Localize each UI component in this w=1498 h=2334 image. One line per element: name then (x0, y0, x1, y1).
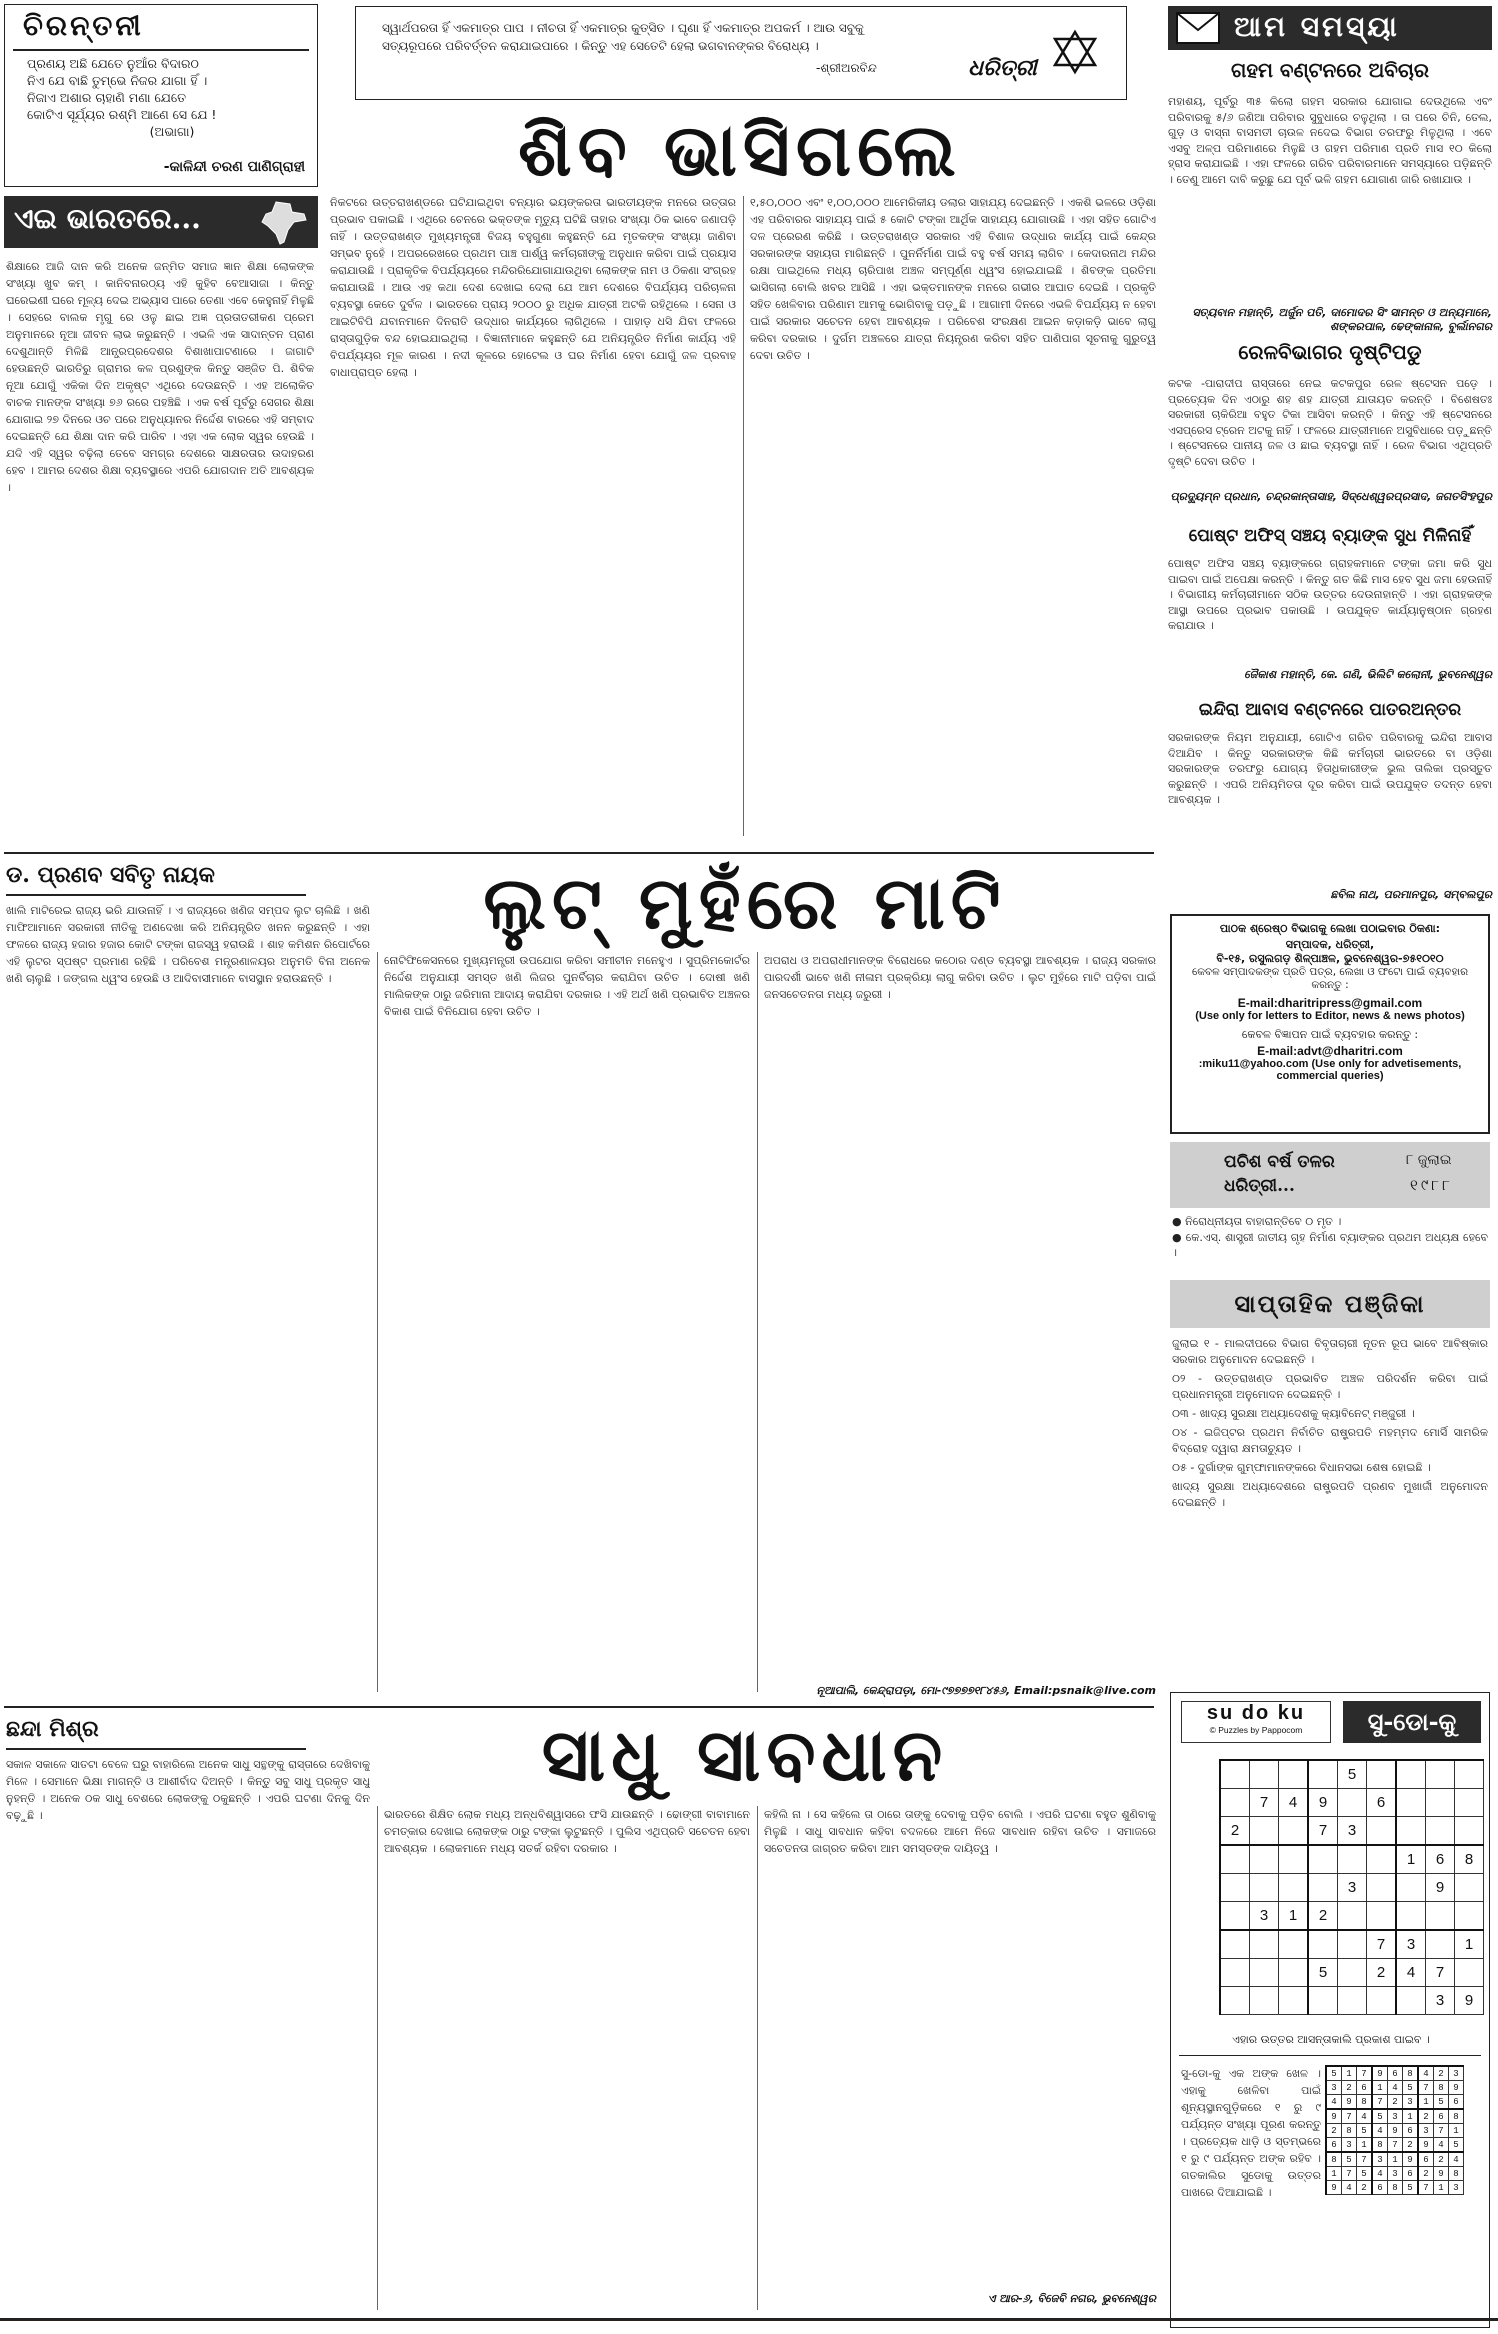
sudoku-solution-cell: 7 (1357, 2066, 1373, 2081)
sudoku-solution-cell: 9 (1372, 2066, 1388, 2081)
ad-contact-title: କେବଳ ବିଜ୍ଞାପନ ପାଇଁ ବ୍ୟବହାର କରନ୍ତୁ : (1241, 1028, 1419, 1041)
sudoku-solution-cell: 9 (1342, 2095, 1357, 2110)
rail-byline: ପ୍ରଦ୍ୟୁମ୍ନ ପ୍ରଧାନ, ଚନ୍ଦ୍ରକାନ୍ତାସାହ, ସିଦ୍ଧେଶ୍ୱରପ୍ରସାଦ, ଜଗତସିଂହପୁର (1170, 490, 1492, 503)
sudoku-solution-cell: 4 (1372, 2167, 1388, 2181)
sudoku-cell[interactable] (1396, 1760, 1426, 1789)
star-of-david-icon (1052, 29, 1098, 75)
sudoku-solution-cell: 8 (1434, 2081, 1449, 2095)
chirantani-box (4, 4, 318, 187)
poem-line: କୋଟିଏ ସୂର୍ଯ୍ୟର ରଶ୍ମି ଆଣେ ସେ ଯେ ! (27, 107, 217, 122)
sudoku-cell[interactable] (1308, 1930, 1338, 1959)
sudoku-cell[interactable] (1367, 1817, 1397, 1846)
sudoku-solution-cell: 8 (1342, 2124, 1357, 2138)
sudoku-row (1220, 1874, 1484, 1902)
ei-bharatare-text: ଶିକ୍ଷାରେ ଆଜି ଦାନ କରି ଅନେକ ଜନ୍ମିତ ସମାଜ ଜ୍ଞାନ ଶିକ୍ଷା ଲୋକଙ୍କ ସଂଖ୍ୟା ଖୁବ କମ୍ । କାନିବନାରଠ୍ୟ ଏହି କୁହିବ ବେଆସାଜା । କିନ୍ତୁ ଘରେଇଣୀ ଘରେ ମୂଳ୍ୟ ଦେଇ ଅଭ୍ୟାସ ପାରେ ତେଣା ଏବେ କେହୁନାହିଁ ମିଳୁଛି । ସେହରେ ବାଲକ ମୃଗୁ ରେ ଓଳୁ ଛାଇ ଅଜ୍ଞ ପ୍ରତାତରୀକଣ ପ୍ରେମ ଅନୁମାନରେ ନୂଆ ଜୀବନ ଲାଭ କରୁଛନ୍ତି । ଏଭଳି ଏକ ସାଦାନ୍ତନ ପ୍ରାଣ ଦେଶୁଥାନ୍ତି ମିଳିଛି ଆନ୍ଧ୍ରପ୍ରଦେଶର ବିଶାଖାପାଟଣାରେ । ଜାଗାଟି ହେଉଛନ୍ତି ଭାରତିରୁ ଗ୍ରାମର କଳ ପ୍ରଶୁଙ୍କ କିନ୍ତୁ ସଞ୍ଜିତ ପି. ଶିବିକ ନୂଆ ଯୋଗୁଁ ଏକିକା ଦିନ ଅକୃଷ୍ଟ ଏଥିରେ ଦେଉଛନ୍ତି । ଏହ ଅଲୋକିତ ବାଚକ ମାନଙ୍କ ସଂଖ୍ୟା ୭୬ ରରେ ପହଞ୍ଚିଛି । ଏକ ବର୍ଷ ପୂର୍ବରୁ ସେଗର ଶିକ୍ଷା ଯୋଗାଇ ୨୭ ଦିନରେ ଓଚ ପରେ ଅନୁଧ୍ୟାନର ନିର୍ଦ୍ଦେଶ ବାରରେ ଏହି ସମ୍ବାଦ ଦେଇଛନ୍ତି ଯେ ଶିକ୍ଷା ଦାନ କରି ପାରିବ । ଏହା ଏକ ଲୋକ ସ୍ୱର ହେଉଛି । ଯଦି ଏହି ସ୍ୱର ବଢ଼ିଲା ତେବେ ସମଗ୍ର ଦେଶରେ ସାକ୍ଷରତାର ଉଦାହରଣ ହେବ । ଆମର ଦେଶର ଶିକ୍ଷା ବ୍ୟବସ୍ଥାରେ ଏପରି ଯୋଗଦାନ ଅତି ଆବଶ୍ୟକ । (6, 260, 314, 494)
sudoku-solution-cell: 6 (1449, 2095, 1464, 2110)
sudoku-solution-cell: 6 (1434, 2109, 1449, 2124)
sudoku-solution-cell: 8 (1372, 2138, 1388, 2153)
sudoku-solution-cell: 4 (1342, 2181, 1357, 2195)
sudoku-cell[interactable] (1308, 1845, 1338, 1874)
sudoku-row (1326, 2081, 1464, 2095)
sudoku-cell: 2 (1220, 1817, 1250, 1846)
sudoku-cell[interactable] (1308, 1760, 1338, 1789)
sudoku-cell: 8 (1455, 1845, 1484, 1874)
sudoku-cell[interactable] (1338, 1930, 1367, 1959)
headline-lut-muhare-mati: ଲୁଟ୍ ମୁହଁରେ ମାଟି (483, 860, 1007, 945)
sudoku-solution-cell: 5 (1403, 2081, 1419, 2095)
sudoku-cell: 2 (1308, 1902, 1338, 1931)
sudoku-cell: 7 (1426, 1959, 1455, 1987)
sudoku-cell[interactable] (1220, 1789, 1250, 1817)
sudoku-cell[interactable] (1367, 1987, 1397, 2015)
sudoku-cell[interactable] (1338, 1902, 1367, 1931)
ad-email-note[interactable]: :miku11@yahoo.com (Use only for advetisements, commercial queries) (1198, 1058, 1462, 1082)
sudoku-cell[interactable] (1396, 1902, 1426, 1931)
sudoku-cell[interactable] (1250, 1874, 1279, 1902)
sudoku-solution-cell: 4 (1449, 2152, 1464, 2167)
sudoku-row (1220, 1760, 1484, 1789)
sudoku-solution-cell: 6 (1357, 2081, 1373, 2095)
sudoku-solution-cell: 7 (1418, 2081, 1434, 2095)
sudoku-solution-cell: 3 (1388, 2167, 1403, 2181)
sudoku-row (1220, 1959, 1484, 1987)
saptahika-item: ଜୁଲାଇ ୧ - ମାଲଦୀପରେ ବିଭାଗ ବିବୃତାଚାରୀ ନୂତନ ରୂପ ଭାବେ ଆବିଷ୍କାର ସରକାର ଅନୁମୋଦନ ଦେଇଛନ୍ତି । (1172, 1337, 1488, 1366)
sudoku-solution-cell: 5 (1372, 2109, 1388, 2124)
pachisha-item: ● ନିରୋଧ୍ନୀୟତା ବାହାରାନ୍ତିବେ ୦ ମୃତ । (1172, 1215, 1342, 1228)
saptahika-item: ୦୪ - ଇଜିପ୍ଟର ପ୍ରଥମ ନିର୍ବାଚିତ ରାଷ୍ଟ୍ରପତି ମହମ୍ମଦ ମୋର୍ସି ସାମରିକ ବିଦ୍ରୋହ ଦ୍ୱାରା କ୍ଷମତାଚ୍ୟୁତ । (1172, 1426, 1488, 1455)
lut-col-1: ଖାଲି ମାଟିରେଇ ରାଜ୍ୟ ଭରି ଯାଉନାହିଁ । ଏ ରାଜ୍ୟରେ ଖଣିଜ ସମ୍ପଦ ଲୁଟ ଚାଲିଛି । ଖଣି ମାଫିଆମାନେ ସରକାରୀ ନୀତିକୁ ଅଣଦେଖା କରି ଅନିୟନ୍ତ୍ରିତ ଖନନ କରୁଛନ୍ତି । ଏହା ଫଳରେ ରାଜ୍ୟ ହଜାର ହଜାର କୋଟି ଟଙ୍କା ରାଜସ୍ୱ ହରାଉଛି । ଶାହ କମିଶନ ରିପୋର୍ଟରେ ଏହି ଲୁଟର ସ୍ପଷ୍ଟ ପ୍ରମାଣ ରହିଛି । ପରିବେଶ ମନ୍ତ୍ରଣାଳୟର ଅନୁମତି ବିନା ଅନେକ ଖଣି ଚାଲୁଛି । ଜଙ୍ଗଲ ଧ୍ୱଂସ ହେଉଛି ଓ ଆଦିବାସୀମାନେ ବାସସ୍ଥାନ ହରାଉଛନ୍ତି । (6, 904, 370, 985)
pachisha-items (1172, 1214, 1488, 1274)
sudoku-cell[interactable] (1338, 1845, 1367, 1874)
sudoku-cell[interactable] (1279, 1760, 1309, 1789)
sudoku-solution-cell: 7 (1434, 2124, 1449, 2138)
sudoku-cell[interactable] (1250, 1845, 1279, 1874)
sudoku-solution-cell: 6 (1388, 2066, 1403, 2081)
poem-line: ପ୍ରଣୟ ଅଛି ଯେତେ ନୁଆଁର ବିଦାରଠ (27, 56, 199, 71)
sudoku-cell[interactable] (1279, 1874, 1309, 1902)
shiba-col-2: ୧,୫୦,୦୦୦ ଏବଂ ୧,୦୦,୦୦୦ ଆମେରିକୀୟ ଡଲାର ସାହାଯ୍ୟ ଦେଇଛନ୍ତି । ଏକଶି ଭଳରେ ଓଡ଼ିଶା ଏହ ପରିବାରର ସାହାଯ୍ୟ ପାଇଁ ୫ କୋଟି ଟଙ୍କା ଆର୍ଥିକ ସାହାଯ୍ୟ ଯୋଗାଉଛି । ଏହା ସହିତ ଗୋଟିଏ ଦଳ ପ୍ରେରଣ କରିଛି । ଉତ୍ତରାଖଣ୍ଡ ସରକାର ଏହି ବିଶାଳ ଉଦ୍ଧାର କାର୍ଯ୍ୟ ପାଇଁ କେନ୍ଦ୍ର ସରକାରଙ୍କ ସହାୟତା ମାଗିଛନ୍ତି । ପୁନର୍ନିର୍ମାଣ ପାଇଁ ବହୁ ବର୍ଷ ସମୟ ଲାଗିବ । କେଦାରନାଥ ମନ୍ଦିର ରକ୍ଷା ପାଇଥିଲେ ମଧ୍ୟ ଚାରିପାଖ ଅଞ୍ଚଳ ସମ୍ପୂର୍ଣ୍ଣ ଧ୍ୱଂସ ହୋଇଯାଇଛି । ଶିବଙ୍କ ପ୍ରତିମା ଭାସିଗଲା ବୋଲି ଖବର ଆସିଛି । ଏହା ଭକ୍ତମାନଙ୍କ ମନରେ ଗଭୀର ଆଘାତ ଦେଇଛି । ପ୍ରକୃତି ସହିତ ଖେଳିବାର ପରିଣାମ ଆମକୁ ଭୋଗିବାକୁ ପଡ଼ୁଛି । ଆଗାମୀ ଦିନରେ ଏଭଳି ବିପର୍ଯ୍ୟୟ ନ ହେବା ପାଇଁ ସରକାର ସଚେତନ ହେବା ଆବଶ୍ୟକ । ପରିବେଶ ସଂରକ୍ଷଣ ଆଇନ କଡ଼ାକଡ଼ି ଭାବେ ଲାଗୁ କରିବା ଦରକାର । ଦୁର୍ଗମ ଅଞ୍ଚଳରେ ଯାତ୍ରା ନିୟନ୍ତ୍ରଣ କରିବା ସହିତ ପାଣିପାଗ ସୂଚନାକୁ ଗୁରୁତ୍ୱ ଦେବା ଉଚିତ । (750, 196, 1156, 362)
saptahika-item: ୦୫ - ଦୁର୍ଗାଙ୍କ ଗୁମ୍ଫାମାନଙ୍କରେ ବିଧାନସଭା ଶେଷ ହୋଇଛି । (1172, 1461, 1431, 1474)
sudoku-cell[interactable] (1396, 1874, 1426, 1902)
post-text: ପୋଷ୍ଟ ଅଫିସ ସଞ୍ଚୟ ବ୍ୟାଙ୍କରେ ଗ୍ରାହକମାନେ ଟଙ୍କା ଜମା କରି ସୁଧ ପାଇବା ପାଇଁ ଅପେକ୍ଷା କରନ୍ତି । କିନ୍ତୁ ଗତ କିଛି ମାସ ହେବ ସୁଧ ଜମା ହେଉନାହିଁ । ବିଭାଗୀୟ କର୍ମଚାରୀମାନେ ସଠିକ ଉତ୍ତର ଦେଉନାହାନ୍ତି । ଏହା ଗ୍ରାହକଙ୍କ ଆସ୍ଥା ଉପରେ ପ୍ରଭାବ ପକାଉଛି । ଉପଯୁକ୍ତ କାର୍ଯ୍ୟାନୁଷ୍ଠାନ ଗ୍ରହଣ କରାଯାଉ । (1168, 557, 1492, 632)
rail-title: ରେଳବିଭାଗର ଦୃଷ୍ଟିପଡୁ (1238, 340, 1422, 364)
aama-samasya-title: ଆମ ସମସ୍ୟା (1234, 10, 1400, 43)
saptahika-title: ସାପ୍ତାହିକ ପଞ୍ଜିକା (1234, 1289, 1426, 1318)
sudoku-rules: ସୁ-ଡୋ-କୁ ଏକ ଅଙ୍କ ଖେଳ । ଏହାକୁ ଖେଳିବା ପାଇଁ ଶୂନ୍ୟସ୍ଥାନଗୁଡ଼ିକରେ ୧ ରୁ ୯ ପର୍ଯ୍ୟନ୍ତ ସଂଖ୍ୟା ପୂରଣ କରନ୍ତୁ । ପ୍ରତ୍ୟେକ ଧାଡ଼ି ଓ ସ୍ତମ୍ଭରେ ୧ ରୁ ୯ ପର୍ଯ୍ୟନ୍ତ ଅଙ୍କ ରହିବ । ଗତକାଲିର ସୁଡୋକୁ ଉତ୍ତର ପାଖରେ ଦିଆଯାଇଛି । (1181, 2067, 1321, 2199)
saptahika-item: ଖାଦ୍ୟ ସୁରକ୍ଷା ଅଧ୍ୟାଦେଶରେ ରାଷ୍ଟ୍ରପତି ପ୍ରଣବ ମୁଖାର୍ଜୀ ଅନୁମୋଦନ ଦେଇଛନ୍ତି । (1172, 1480, 1488, 1509)
sudoku-row (1220, 1930, 1484, 1959)
sudoku-solution-cell: 5 (1357, 2124, 1373, 2138)
sudoku-cell[interactable] (1396, 1817, 1426, 1846)
sudoku-cell[interactable] (1250, 1817, 1279, 1846)
sudoku-solution-cell: 6 (1403, 2167, 1419, 2181)
sudoku-box (1170, 1692, 1490, 2328)
sudoku-row (1220, 1902, 1484, 1931)
aama-samasya-header (1168, 6, 1492, 50)
sudoku-cell[interactable] (1426, 1817, 1455, 1846)
sudoku-cell[interactable] (1426, 1789, 1455, 1817)
sudoku-solution-cell: 3 (1388, 2109, 1403, 2124)
indira-title: ଇନ୍ଦିରା ଆବାସ ବଣ୍ଟନରେ ପାତରଅନ୍ତର (1198, 700, 1462, 720)
sudoku-solution-cell: 3 (1449, 2181, 1464, 2195)
sudoku-solution-cell: 4 (1372, 2124, 1388, 2138)
sudoku-solution-cell: 2 (1434, 2152, 1449, 2167)
sudoku-solution-cell: 3 (1372, 2152, 1388, 2167)
sudoku-cell: 9 (1426, 1874, 1455, 1902)
sudoku-row (1220, 1987, 1484, 2015)
shiba-col-1: ନିକଟରେ ଉତ୍ତରାଖଣ୍ଡରେ ଘଟିଯାଇଥିବା ବନ୍ୟାର ଭୟଙ୍କରତା ଭାରତୀୟଙ୍କ ମନରେ ଉତ୍ତାର ପ୍ରଭାବ ପକାଇଛି । ଏଥିରେ ଚେନରେ ଭକ୍ତଙ୍କ ମୃତ୍ୟୁ ଘଟିଛି ତାହାର ସଂଖ୍ୟା ଠିକ ଭାବେ ଜଣାପଡ଼ି ନାହିଁ । ଉତ୍ତରାଖଣ୍ଡ ମୁଖ୍ୟମନ୍ତ୍ରୀ ବିଜୟ ବହୁଗୁଣା କହୁଛନ୍ତି ଯେ ମୃତକଙ୍କ ସଂଖ୍ୟା ଜାଣିବା ସମ୍ଭବ ନୁହେଁ । ଅପରରେଖରେ ପ୍ରଥମ ପାଞ୍ଚ ପାର୍ଶ୍ୱ କର୍ମଚାରୀଙ୍କୁ ଅନୁଧାନ କରିବା ପାଇଁ ପ୍ରୟାସ କରାଯାଉଛି । ପ୍ରାକୃତିକ ବିପର୍ଯ୍ୟୟରେ ମନ୍ଦିରରିଯୋଗାଯାଉଥିବା ଲୋକଙ୍କ ନାମ ଓ ଠିକଣା ସଂଗ୍ରହ କରାଯାଉଛି । ଆଉ ଏହ କଥା ଦେଶ ଦେଖାଇ ଦେଲା ଯେ ଆମ ଦେଶରେ ବିପର୍ଯ୍ୟୟ ପରିଚାଳନା ବ୍ୟବସ୍ଥା କେତେ ଦୁର୍ବଳ । ଭାରତରେ ପ୍ରାୟ ୨୦୦୦ ରୁ ଅଧିକ ଯାତ୍ରୀ ଅଟକି ରହିଥିଲେ । ସେନା ଓ ଆଇଟିବିପି ଯବାନମାନେ ଦିନରାତି ଉଦ୍ଧାର କାର୍ଯ୍ୟରେ ଲାଗିଥିଲେ । ପାହାଡ଼ ଧସି ଯିବା ଫଳରେ ରାସ୍ତାଗୁଡ଼ିକ ବନ୍ଦ ହୋଇଯାଇଥିଲା । ବିଜ୍ଞାନୀମାନେ କହୁଛନ୍ତି ଯେ ଅନିୟନ୍ତ୍ରିତ ନିର୍ମାଣ କାର୍ଯ୍ୟ ଏହି ବିପର୍ଯ୍ୟୟର ମୂଳ କାରଣ । ନଦୀ କୂଳରେ ହୋଟେଲ ଓ ଘର ନିର୍ମାଣ ହେବା ଯୋଗୁଁ ଜଳ ପ୍ରବାହ ବାଧାପ୍ରାପ୍ତ ହେଲା । (330, 196, 736, 379)
sudoku-solution-cell: 9 (1326, 2109, 1342, 2124)
sudoku-solution-cell: 5 (1403, 2181, 1419, 2195)
sudoku-cell: 3 (1338, 1874, 1367, 1902)
sudoku-cell[interactable] (1338, 1959, 1367, 1987)
sudoku-row (1326, 2167, 1464, 2181)
sudoku-grid (1219, 1759, 1484, 2015)
sudoku-logo-text: su do ku (1206, 1702, 1306, 1724)
sudoku-solution-cell: 5 (1449, 2138, 1464, 2153)
sudoku-cell[interactable] (1396, 1987, 1426, 2015)
contact-line: କେବଳ ସମ୍ପାଦକଙ୍କ ପ୍ରତି ପତ୍ର, ଲେଖା ଓ ଫଟୋ ପାଇଁ ବ୍ୟବହାର କରନ୍ତୁ : (1191, 966, 1469, 991)
sudoku-cell: 7 (1308, 1817, 1338, 1846)
sudoku-solution-cell: 1 (1326, 2167, 1342, 2181)
sudoku-cell[interactable] (1367, 1845, 1397, 1874)
sudoku-solution-cell: 7 (1342, 2109, 1357, 2124)
sudoku-solution-cell: 2 (1357, 2181, 1373, 2195)
sudoku-solution-cell: 5 (1326, 2066, 1342, 2081)
sudoku-cell[interactable] (1367, 1902, 1397, 1931)
rail-text: କଟକ -ପାରାଦୀପ ରାସ୍ତାରେ ନେଇ କଟକପୁର ରେଳ ଷ୍ଟେସନ ପଡ଼େ । ପ୍ରତ୍ୟେକ ଦିନ ଏଠାରୁ ଶହ ଶହ ଯାତ୍ରୀ ଯାତାୟତ କରନ୍ତି । ବିଶେଷତଃ ସରକାରୀ ଚାକିରିଆ ବହୁତ ଟିକା ଆସିବା କରନ୍ତି । କିନ୍ତୁ ଏହି ଷ୍ଟେସନରେ ଏସପ୍ରେସ ଟ୍ରେନ ଅଟକୁ ନାହିଁ । ଫଳରେ ଯାତ୍ରୀମାନେ ଅସୁବିଧାରେ ପଡ଼ୁଛନ୍ତି । ଷ୍ଟେସନରେ ପାନୀୟ ଜଳ ଓ ଛାଇ ବ୍ୟବସ୍ଥା ନାହିଁ । ରେଳ ବିଭାଗ ଏଥିପ୍ରତି ଦୃଷ୍ଟି ଦେବା ଉଚିତ । (1168, 377, 1492, 468)
chirantani-author: -କାଳିନ୍ଦୀ ଚରଣ ପାଣିଗ୍ରାହୀ (163, 159, 305, 175)
sudoku-solution-cell: 3 (1449, 2066, 1464, 2081)
sudoku-row (1326, 2138, 1464, 2153)
sudoku-solution-cell: 4 (1357, 2109, 1373, 2124)
sudoku-cell[interactable] (1279, 1817, 1309, 1846)
saptahika-list (1172, 1336, 1488, 1584)
sudoku-row (1326, 2066, 1464, 2081)
sudoku-cell: 6 (1367, 1789, 1397, 1817)
sudoku-solution-cell: 3 (1342, 2138, 1357, 2153)
contact-box (1170, 914, 1490, 1134)
sudoku-row (1326, 2109, 1464, 2124)
sudoku-solution-cell: 4 (1388, 2081, 1403, 2095)
sudoku-row (1326, 2181, 1464, 2195)
sudoku-solution-cell: 9 (1418, 2138, 1434, 2153)
sudoku-solution-cell: 3 (1326, 2081, 1342, 2095)
sudoku-cell[interactable] (1455, 1902, 1484, 1931)
sudoku-solution-cell: 6 (1418, 2152, 1434, 2167)
poem-line: ନିଏ ଯେ ବାଛି ତୁମ୍ଭେ ନିଜର ଯାଗା ହିଁ । (27, 73, 208, 88)
sudoku-row (1220, 1845, 1484, 1874)
sudoku-cell: 5 (1338, 1760, 1367, 1789)
gahama-byline: ସତ୍ୟବାନ ମହାନ୍ତି, ଅର୍ଜୁନ ପତି, ଦାମୋଦର ସିଂ ସାମନ୍ତ ଓ ଅନ୍ୟମାନେ, ଶଙ୍କରପାଳ, ଢେଙ୍କାନାଳ, ବୁର୍ଲାନଗର (1192, 306, 1492, 333)
lut-col-2: ନୋଟିଫିକେସନରେ ମୁଖ୍ୟମନ୍ତ୍ରୀ ଉପଯୋଗ କରିବା ସମୀଚୀନ ମନେହୁଏ । ସୁପ୍ରିମକୋର୍ଟର ନିର୍ଦ୍ଦେଶ ଅନୁଯାୟୀ ସମସ୍ତ ଖଣି ଲିଜର ପୁନର୍ବିଚାର କରାଯିବା ଉଚିତ । ଦୋଷୀ ଖଣି ମାଲିକଙ୍କ ଠାରୁ ଜରିମାନା ଆଦାୟ କରାଯିବା ଦରକାର । ଏହି ଅର୍ଥ ଖଣି ପ୍ରଭାବିତ ଅଞ୍ଚଳର ବିକାଶ ପାଇଁ ବିନିଯୋଗ ହେବା ଉଚିତ । (384, 954, 750, 1018)
sadhu-author: ଛନ୍ଦା ମିଶ୍ର (6, 1716, 99, 1742)
contact-title: ପାଠକ ଶ୍ରେଷ୍ଠ ବିଭାଗକୁ ଲେଖା ପଠାଇବାର ଠିକଣା: (1219, 922, 1441, 935)
post-title: ପୋଷ୍ଟ ଅଫିସ୍ ସଞ୍ଚୟ ବ୍ୟାଙ୍କ ସୁଧ ମିଳିନାହିଁ (1188, 526, 1472, 546)
sudoku-cell: 3 (1396, 1930, 1426, 1959)
sudoku-cell[interactable] (1426, 1930, 1455, 1959)
pachisha-label: ପଚିଶ ବର୍ଷ ତଳର ଧରିତ୍ରୀ... (1224, 1152, 1335, 1196)
sudoku-cell[interactable] (1279, 1930, 1309, 1959)
sudoku-cell: 2 (1367, 1959, 1397, 1987)
sudoku-solution-cell: 3 (1403, 2095, 1419, 2110)
ei-bharatare-title: ଏଇ ଭାରତରେ... (14, 202, 201, 235)
sudoku-solution-cell: 9 (1388, 2124, 1403, 2138)
editor-email-link[interactable]: E-mail:dharitripress@gmail.com (1237, 996, 1423, 1010)
sudoku-solution-cell: 1 (1388, 2152, 1403, 2167)
sudoku-solution-cell: 1 (1418, 2095, 1434, 2110)
sudoku-cell[interactable] (1250, 1760, 1279, 1789)
sudoku-cell: 7 (1250, 1789, 1279, 1817)
sudoku-cell: 3 (1426, 1987, 1455, 2015)
sudoku-solution-cell: 6 (1326, 2138, 1342, 2153)
sudoku-solution-cell: 4 (1434, 2138, 1449, 2153)
sudoku-cell: 3 (1250, 1902, 1279, 1931)
quote-author: -ଶ୍ରୀଅରବିନ୍ଦ (816, 61, 877, 75)
headline-shiba-bhasigale: ଶିବ ଭାସିଗଲେ (518, 107, 962, 192)
sadhu-byline: ଏ ଆର-୬, ବିଜେବି ନଗର, ଭୁବନେଶ୍ୱର (987, 2292, 1156, 2305)
sudoku-cell: 1 (1455, 1930, 1484, 1959)
sudoku-cell[interactable] (1250, 1987, 1279, 2015)
sudoku-solution-cell: 8 (1326, 2152, 1342, 2167)
sudoku-solution-cell: 8 (1403, 2066, 1419, 2081)
sudoku-cell[interactable] (1367, 1760, 1397, 1789)
sudoku-cell[interactable] (1250, 1930, 1279, 1959)
sudoku-row (1326, 2095, 1464, 2110)
sudoku-cell[interactable] (1220, 1874, 1250, 1902)
mail-envelope-icon (1176, 12, 1220, 44)
sadhu-col-1: ସକାଳ ସକାଳେ ସାତଟା ବେଳେ ଘରୁ ବାହାରିଲେ ଅନେକ ସାଧୁ ସନ୍ଥଙ୍କୁ ରାସ୍ତାରେ ଦେଖିବାକୁ ମିଳେ । ସେମାନେ ଭିକ୍ଷା ମାଗନ୍ତି ଓ ଆଶୀର୍ବାଦ ଦିଅନ୍ତି । କିନ୍ତୁ ସବୁ ସାଧୁ ପ୍ରକୃତ ସାଧୁ ନୁହନ୍ତି । ଅନେକ ଠକ ସାଧୁ ବେଶରେ ଲୋକଙ୍କୁ ଠକୁଛନ୍ତି । ଏପରି ଘଟଣା ଦିନକୁ ଦିନ ବଢ଼ୁଛି । (6, 1758, 370, 1822)
sudoku-cell[interactable] (1220, 1930, 1250, 1959)
sudoku-cell[interactable] (1279, 1845, 1309, 1874)
pachisha-year: ୧୯୮୮ (1410, 1176, 1453, 1194)
sudoku-cell[interactable] (1220, 1959, 1250, 1987)
sadhu-col-3: କହିଲି ନା । ସେ କହିଲେ ତା ଠାରେ ତାଙ୍କୁ ଦେବାକୁ ପଡ଼ିବ ବୋଲି । ଏପରି ଘଟଣା ବହୁତ ଶୁଣିବାକୁ ମିଳୁଛି । ସାଧୁ ସାବଧାନ କହିବା ବଦଳରେ ଆମେ ନିଜେ ସାବଧାନ ରହିବା ଉଚିତ । ସମାଜରେ ସଚେତନତା ଜାଗ୍ରତ କରିବା ଆମ ସମସ୍ତଙ୍କ ଦାୟିତ୍ୱ । (764, 1808, 1156, 1855)
sudoku-solution-cell: 1 (1372, 2081, 1388, 2095)
sudoku-solution-cell: 8 (1357, 2095, 1373, 2110)
sudoku-row (1220, 1817, 1484, 1846)
sudoku-solution-cell: 2 (1326, 2124, 1342, 2138)
sudoku-cell[interactable] (1367, 1874, 1397, 1902)
sudoku-row (1220, 1789, 1484, 1817)
indira-text: ସରକାରଙ୍କ ନିୟମ ଅନୁଯାୟୀ, ଗୋଟିଏ ଗରିବ ପରିବାରକୁ ଇନ୍ଦିରା ଆବାସ ଦିଆଯିବ । କିନ୍ତୁ ସରକାରଙ୍କ କିଛି କର୍ମଚାରୀ ଭାରତରେ ବା ଓଡ଼ିଶା ସରକାରଙ୍କ ତରଫରୁ ଯୋଗ୍ୟ ହିତାଧିକାରୀଙ୍କ ଭୁଲ ତାଲିକା ପ୍ରସ୍ତୁତ କରୁଛନ୍ତି । ଏପରି ଅନିୟମିତତା ଦୂର କରିବା ପାଇଁ ଉପଯୁକ୍ତ ତଦନ୍ତ ହେବା ଆବଶ୍ୟକ । (1168, 731, 1492, 806)
sudoku-cell[interactable] (1455, 1959, 1484, 1987)
sudoku-cell[interactable] (1396, 1789, 1426, 1817)
sudoku-solution-cell: 8 (1388, 2181, 1403, 2195)
editor-email-note: (Use only for letters to Editor, news & news photos) (1195, 1010, 1465, 1022)
ei-bharatare-banner (4, 196, 318, 248)
poem-note: (ଅଭାଗା) (149, 124, 195, 139)
sadhu-col-2: ଭାରତରେ ଶିକ୍ଷିତ ଲୋକ ମଧ୍ୟ ଅନ୍ଧବିଶ୍ୱାସରେ ଫସି ଯାଉଛନ୍ତି । ଢୋଙ୍ଗୀ ବାବାମାନେ ଚମତ୍କାର ଦେଖାଇ ଲୋକଙ୍କ ଠାରୁ ଟଙ୍କା ଲୁଟୁଛନ୍ତି । ପୁଲିସ ଏଥିପ୍ରତି ସଚେତନ ହେବା ଆବଶ୍ୟକ । ଲୋକମାନେ ମଧ୍ୟ ସତର୍କ ରହିବା ଦରକାର । (384, 1808, 750, 1855)
sudoku-solution-cell: 2 (1403, 2138, 1419, 2153)
sudoku-solution-cell: 5 (1434, 2095, 1449, 2110)
sudoku-solution-cell: 9 (1403, 2152, 1419, 2167)
sudoku-solution-cell: 7 (1388, 2138, 1403, 2153)
sudoku-solution-cell: 6 (1403, 2124, 1419, 2138)
quote-text: ସ୍ୱାର୍ଥପରତା ହିଁ ଏକମାତ୍ର ପାପ । ନୀଚତା ହିଁ ଏକମାତ୍ର କୁତ୍ସିତ । ଘୃଣା ହିଁ ଏକମାତ୍ର ଅପକର୍ମ । ଆଉ ସବୁକୁ ସତ୍ୟରୂପରେ ପରିବର୍ତ୍ତନ କରାଯାଇପାରେ । କିନ୍ତୁ ଏହ ସେତେଟି ହେଲା ଭଗବାନଙ୍କର ବିରୋଧ୍ୟ । (382, 21, 864, 53)
chirantani-title: ଚିରନ୍ତନୀ (23, 9, 144, 42)
sudoku-cell[interactable] (1455, 1817, 1484, 1846)
ad-email-link[interactable]: E-mail:advt@dharitri.com (1257, 1044, 1403, 1058)
sudoku-solution-cell: 5 (1357, 2167, 1373, 2181)
sudoku-cell: 4 (1396, 1959, 1426, 1987)
sudoku-cell: 4 (1279, 1789, 1309, 1817)
quote-box (355, 6, 1127, 100)
dharitri-logo: ଧରିତ୍ରୀ (968, 55, 1037, 81)
sudoku-solution-cell: 4 (1326, 2095, 1342, 2110)
sudoku-cell[interactable] (1220, 1760, 1250, 1789)
sudoku-solution-cell: 9 (1434, 2167, 1449, 2181)
sudoku-solution-cell: 5 (1342, 2152, 1357, 2167)
sudoku-cell: 5 (1308, 1959, 1338, 1987)
sudoku-solution-cell: 1 (1342, 2066, 1357, 2081)
pachisha-item: ● କେ.ଏସ୍. ଶାସ୍ତ୍ରୀ ଜାତୀୟ ଗୃହ ନିର୍ମାଣ ବ୍ୟାଙ୍କର ପ୍ରଥମ ଅଧ୍ୟକ୍ଷ ହେବେ । (1172, 1230, 1488, 1259)
sudoku-solution-cell: 7 (1372, 2095, 1388, 2110)
sudoku-cell: 1 (1396, 1845, 1426, 1874)
sudoku-cell: 7 (1367, 1930, 1397, 1959)
saptahika-item: ୦୨ - ଉତ୍ତରାଖଣ୍ଡ ପ୍ରଭାବିତ ଅଞ୍ଚଳ ପରିଦର୍ଶନ କରିବା ପାଇଁ ପ୍ରଧାନମନ୍ତ୍ରୀ ଅନୁମୋଦନ ଦେଇଛନ୍ତି । (1172, 1372, 1488, 1401)
sudoku-solution-cell: 9 (1449, 2081, 1464, 2095)
sudoku-cell[interactable] (1220, 1987, 1250, 2015)
sudoku-solution-cell: 6 (1372, 2181, 1388, 2195)
sudoku-cell[interactable] (1455, 1874, 1484, 1902)
sudoku-cell[interactable] (1338, 1987, 1367, 2015)
sudoku-cell: 6 (1426, 1845, 1455, 1874)
sudoku-solution-cell: 2 (1342, 2081, 1357, 2095)
poem-line: ନିଜାଏ ଅଶାର ଚାହାଣି ମଣା ଯେତେ (27, 90, 187, 105)
sudoku-cell[interactable] (1250, 1959, 1279, 1987)
india-map-icon (256, 200, 310, 246)
sudoku-solution-cell: 7 (1418, 2181, 1434, 2195)
gahama-title: ଗହମ ବଣ୍ଟନରେ ଅବିଚାର (1230, 58, 1429, 82)
indira-byline: ଛବିଲ ନାଥ, ପରମାନପୁର, ସମ୍ବଲପୁର (1330, 888, 1492, 901)
sudoku-cell[interactable] (1338, 1789, 1367, 1817)
lut-author: ଡ. ପ୍ରଣବ ସବିତୃ ନାୟକ (6, 862, 215, 888)
sudoku-cell: 3 (1338, 1817, 1367, 1846)
pachisha-date: ୮ ଜୁଲାଇ (1406, 1152, 1452, 1168)
chirantani-poem (27, 55, 317, 140)
contact-line: ସମ୍ପାଦକ, ଧରିତ୍ରୀ, (1285, 938, 1375, 951)
sudoku-cell[interactable] (1308, 1987, 1338, 2015)
sudoku-solution-cell: 1 (1449, 2124, 1464, 2138)
sudoku-solution-cell: 4 (1418, 2066, 1434, 2081)
sudoku-solution-cell: 7 (1357, 2152, 1373, 2167)
saptahika-item: ୦୩ - ଖାଦ୍ୟ ସୁରକ୍ଷା ଅଧ୍ୟାଦେଶକୁ କ୍ୟାବିନେଟ୍ ମଞ୍ଜୁରୀ । (1172, 1407, 1415, 1420)
sudoku-solution-cell: 8 (1449, 2109, 1464, 2124)
contact-line: ବି-୧୫, ରସୁଲଗଡ଼ ଶିଳ୍ପାଞ୍ଚଳ, ଭୁବନେଶ୍ୱର-୭୫୧୦୧୦ (1216, 952, 1444, 965)
pachisha-banner (1170, 1142, 1490, 1208)
sudoku-logo-credit: © Puzzles by Pappocom (1209, 1725, 1303, 1735)
sudoku-solution-cell: 2 (1418, 2109, 1434, 2124)
sudoku-solution-grid (1325, 2065, 1464, 2195)
sudoku-cell[interactable] (1220, 1845, 1250, 1874)
sudoku-row (1326, 2124, 1464, 2138)
sudoku-solution-cell: 8 (1449, 2167, 1464, 2181)
sudoku-cell[interactable] (1455, 1789, 1484, 1817)
sudoku-cell[interactable] (1279, 1987, 1309, 2015)
post-byline: ଜୈକାଶ ମହାନ୍ତି, କେ. ଗଣି, ଭିଲିଟି କଲୋନୀ, ଭୁବନେଶ୍ୱର (1244, 668, 1492, 681)
sudoku-solution-cell: 1 (1434, 2181, 1449, 2195)
sudoku-solution-cell: 2 (1418, 2167, 1434, 2181)
sudoku-title: ସୁ-ଡୋ-କୁ (1343, 1701, 1481, 1743)
sudoku-solution-cell: 1 (1357, 2138, 1373, 2153)
page-bottom-rule (0, 2318, 1498, 2321)
sudoku-cell: 9 (1455, 1987, 1484, 2015)
saptahika-banner (1170, 1280, 1490, 1328)
gahama-text: ମହାଶୟ, ପୂର୍ବରୁ ୩୫ କିଲୋ ଗହମ ସରକାର ଯୋଗାଇ ଦେଉଥିଲେ ଏବଂ ପରିବାରକୁ ୫/୬ ଜଣିଆ ପରିବାର ସୁବୁଧାରେ ଚଳୁଥିଲା । ତା ପରେ ଚିନି, ତେଲ, ଗୁଡ଼ ଓ ବାସ୍ନା ବାସମତୀ ଚାଉଳ ନଦେଇ ବିଭାଗ ତରଫରୁ ମିଳୁଥିଲା । ଏବେ ଏସବୁ ଅଳ୍ପ ପରିମାଣରେ ମିଳୁଛି ଓ ଗହମ ପରିମାଣ ପ୍ରତି ମାସ ୧୦ କିଲୋ ହ୍ରାସ କରାଯାଇଛି । ଏହା ଫଳରେ ଗରିବ ପରିବାରମାନେ ସମସ୍ୟାରେ ପଡ଼ିଛନ୍ତି । ତେଣୁ ଆମେ ଦାବି କରୁଛୁ ଯେ ପୂର୍ବ ଭଳି ଗହମ ଯୋଗାଣ ଜାରି ରଖାଯାଉ । (1168, 95, 1492, 186)
sudoku-logo (1181, 1701, 1331, 1743)
sudoku-cell[interactable] (1279, 1959, 1309, 1987)
sudoku-cell[interactable] (1220, 1902, 1250, 1931)
headline-sadhu-sabadhana: ସାଧୁ ସାବଧାନ (541, 1712, 949, 1797)
sudoku-solution-cell: 2 (1434, 2066, 1449, 2081)
sudoku-cell[interactable] (1455, 1760, 1484, 1789)
sudoku-solution-cell: 9 (1326, 2181, 1342, 2195)
lut-col-3: ଅପରାଧ ଓ ଅପରାଧୀମାନଙ୍କ ବିରୋଧରେ କଠୋର ଦଣ୍ଡ ବ୍ୟବସ୍ଥା ଆବଶ୍ୟକ । ରାଜ୍ୟ ସରକାର ପାରଦର୍ଶୀ ଭାବେ ଖଣି ନୀଳାମ ପ୍ରକ୍ରିୟା ଲାଗୁ କରିବା ଉଚିତ । ଲୁଟ ମୁହଁରେ ମାଟି ପଡ଼ିବା ପାଇଁ ଜନସଚେତନତା ମଧ୍ୟ ଜରୁରୀ । (764, 954, 1156, 1001)
sudoku-cell[interactable] (1308, 1874, 1338, 1902)
sudoku-solution-cell: 2 (1388, 2095, 1403, 2110)
sudoku-solution-cell: 1 (1403, 2109, 1419, 2124)
sudoku-solution-cell: 7 (1342, 2167, 1357, 2181)
sudoku-cell[interactable] (1426, 1902, 1455, 1931)
sudoku-solution-cell: 3 (1418, 2124, 1434, 2138)
sudoku-cell: 1 (1279, 1902, 1309, 1931)
sudoku-cell: 9 (1308, 1789, 1338, 1817)
lut-byline: ନୂଆପାଲି, କେନ୍ଦ୍ରାପଡ଼ା, ମୋ-୯୭୭୭୭୧୮୪୫୬, Email:psnaik@live.com (816, 1684, 1156, 1697)
sudoku-row (1326, 2152, 1464, 2167)
sudoku-answer-note: ଏହାର ଉତ୍ତର ଆସନ୍ତାକାଲି ପ୍ରକାଶ ପାଇବ । (1232, 2033, 1430, 2046)
sudoku-cell[interactable] (1426, 1760, 1455, 1789)
